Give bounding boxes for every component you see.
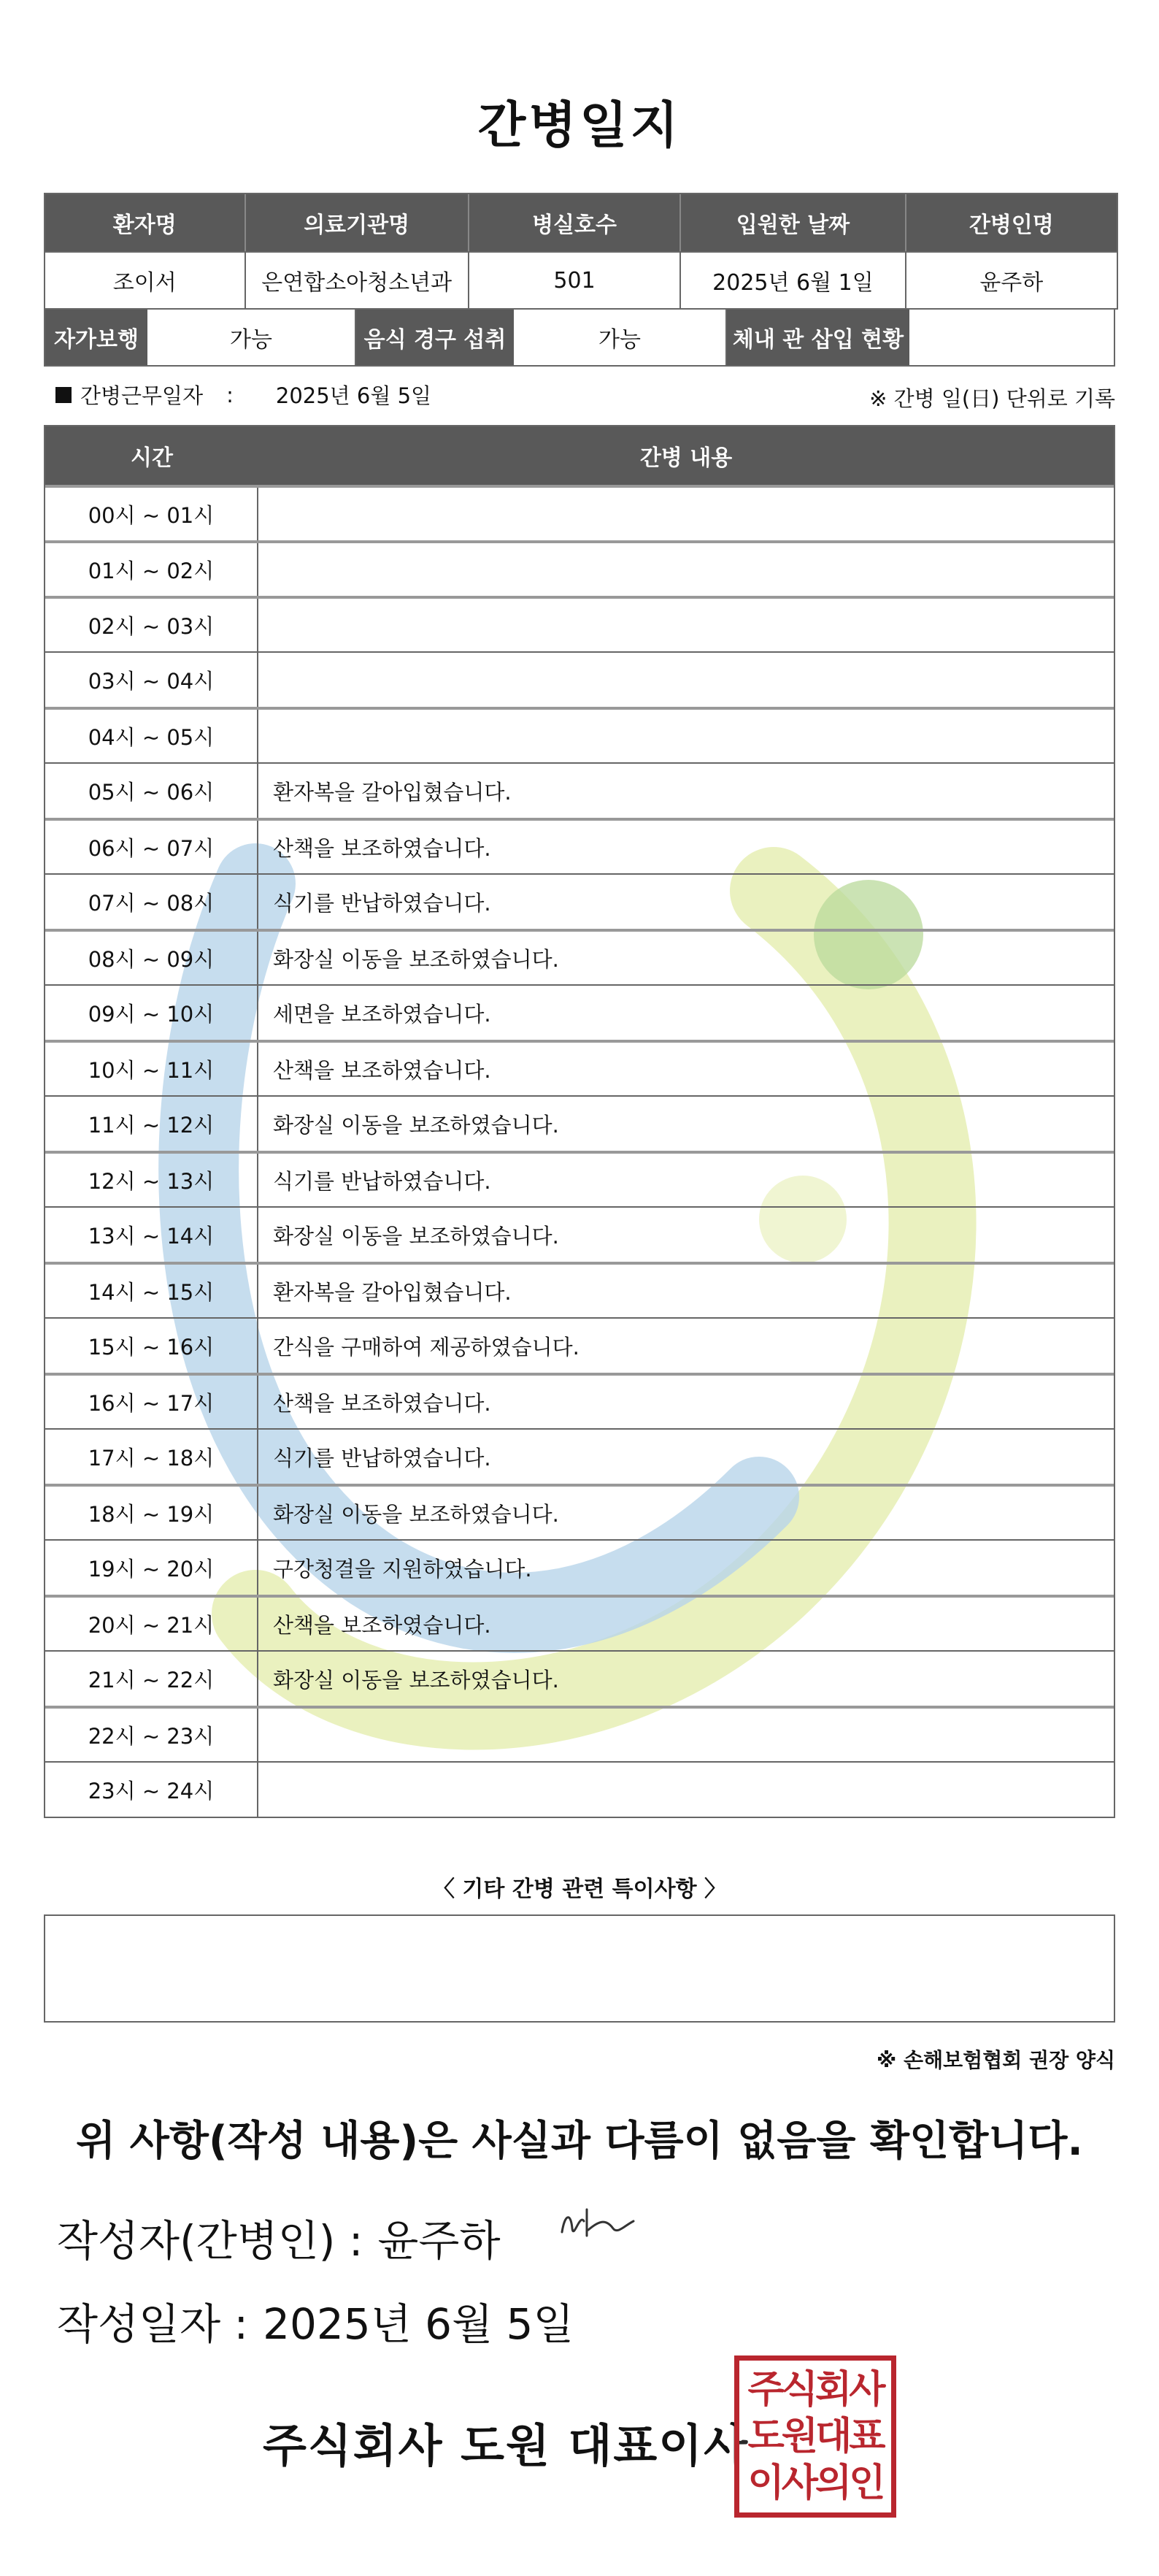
log-row-content <box>258 1763 1114 1817</box>
log-row <box>45 1095 1114 1151</box>
log-row-content <box>258 653 1114 707</box>
seal-line-3: 이사의인 <box>747 2461 883 2505</box>
log-row-time: 17시 ~ 18시 <box>45 1430 258 1484</box>
log-row <box>45 596 1114 651</box>
header-caregiver: 간병인명 <box>969 212 1054 238</box>
log-row-time: 05시 ~ 06시 <box>45 764 258 818</box>
log-row-time: 08시 ~ 09시 <box>45 932 258 984</box>
log-row-content: 화장실 이동을 보조하였습니다. <box>273 946 559 972</box>
log-row-content: 식기를 반납하였습니다. <box>273 890 491 916</box>
log-row-time: 21시 ~ 22시 <box>45 1652 258 1706</box>
patient-name-value: 조이서 <box>45 253 246 308</box>
log-row-time: 01시 ~ 02시 <box>45 543 258 596</box>
log-row <box>45 1262 1114 1317</box>
form-footnote: ※ 손해보험협회 권장 양식 <box>877 2048 1115 2072</box>
log-row-time: 04시 ~ 05시 <box>45 710 258 762</box>
tube-label: 체내 관 삽입 현황 <box>727 310 909 365</box>
writer-name: 윤주하 <box>377 2216 501 2266</box>
log-row-content: 환자복을 갈아입혔습니다. <box>273 779 512 805</box>
log-row-time: 09시 ~ 10시 <box>45 986 258 1040</box>
log-row-content: 식기를 반납하였습니다. <box>273 1445 491 1471</box>
log-row-time: 10시 ~ 11시 <box>45 1043 258 1095</box>
write-date-value: 2025년 6월 5일 <box>263 2299 574 2349</box>
log-row-content <box>258 488 1114 540</box>
log-row <box>45 1151 1114 1206</box>
etc-notes-box <box>44 1914 1115 2023</box>
header-patient-name: 환자명 <box>45 194 246 251</box>
log-row-time: 02시 ~ 03시 <box>45 599 258 651</box>
self-walk-label: 자가보행 <box>45 310 147 365</box>
header-admission-date: 입원한 날짜 <box>681 194 906 251</box>
log-rows <box>45 485 1114 1817</box>
log-row <box>45 1428 1114 1484</box>
log-row <box>45 1539 1114 1595</box>
log-row <box>45 873 1114 929</box>
signature-icon <box>555 2199 642 2250</box>
log-header-time: 시간 <box>131 445 173 471</box>
log-row-time: 07시 ~ 08시 <box>45 875 258 929</box>
etc-notes-title: 〈 기타 간병 관련 특이사항 〉 <box>432 1877 727 1902</box>
log-row <box>45 984 1114 1040</box>
hospital-value: 은연합소아청소년과 <box>246 253 469 308</box>
log-row-content: 산책을 보조하였습니다. <box>273 1057 491 1083</box>
confirmation-statement: 위 사항(작성 내용)은 사실과 다름이 없음을 확인합니다. <box>76 2117 1083 2165</box>
square-bullet-icon <box>55 387 72 403</box>
log-row-time: 20시 ~ 21시 <box>45 1598 258 1650</box>
oral-intake-value: 가능 <box>514 310 727 365</box>
log-row-content: 산책을 보조하였습니다. <box>273 835 491 861</box>
log-row-content: 화장실 이동을 보조하였습니다. <box>273 1112 559 1138</box>
log-row-time: 00시 ~ 01시 <box>45 488 258 540</box>
patient-info-value-row <box>45 251 1117 308</box>
work-date-value: 2025년 6월 5일 <box>275 383 432 408</box>
oral-intake-label: 음식 경구 섭취 <box>356 310 514 365</box>
log-row-time: 18시 ~ 19시 <box>45 1487 258 1539</box>
log-header-content: 간병 내용 <box>639 445 733 471</box>
log-row-time: 15시 ~ 16시 <box>45 1319 258 1373</box>
header-room: 병실호수 <box>469 194 681 251</box>
writer-line <box>57 2207 501 2268</box>
log-row-content: 식기를 반납하였습니다. <box>273 1168 491 1194</box>
log-row-content: 산책을 보조하였습니다. <box>273 1390 491 1416</box>
log-row-content: 환자복을 갈아입혔습니다. <box>273 1279 512 1305</box>
log-row-time: 19시 ~ 20시 <box>45 1541 258 1595</box>
log-row-content: 화장실 이동을 보조하였습니다. <box>273 1667 559 1693</box>
admission-date-value: 2025년 6월 1일 <box>681 253 906 308</box>
log-row-content <box>258 599 1114 651</box>
log-row <box>45 762 1114 818</box>
tube-value <box>909 310 1114 365</box>
log-row <box>45 1650 1114 1706</box>
write-date-line <box>57 2290 574 2351</box>
log-header-row <box>45 426 1114 485</box>
work-date-line <box>55 380 431 410</box>
log-row-time: 13시 ~ 14시 <box>45 1208 258 1262</box>
work-date-label: 간병근무일자 <box>80 383 204 408</box>
write-date-label: 작성일자 : <box>57 2299 249 2349</box>
patient-info-header-row <box>45 194 1117 251</box>
self-walk-value: 가능 <box>147 310 356 365</box>
log-row <box>45 1317 1114 1373</box>
caregiver-value: 윤주하 <box>979 270 1044 296</box>
patient-status-row <box>44 308 1115 367</box>
log-row <box>45 485 1114 540</box>
log-row <box>45 1206 1114 1262</box>
log-row-content <box>258 543 1114 596</box>
log-row-content: 구강청결을 지원하였습니다. <box>273 1556 532 1582</box>
room-value: 501 <box>469 253 681 308</box>
log-row-time: 22시 ~ 23시 <box>45 1709 258 1761</box>
log-row <box>45 1484 1114 1539</box>
log-row-content <box>258 1709 1114 1761</box>
log-row-time: 12시 ~ 13시 <box>45 1154 258 1206</box>
log-row-content: 화장실 이동을 보조하였습니다. <box>273 1501 559 1527</box>
log-row <box>45 1040 1114 1095</box>
log-row-time: 03시 ~ 04시 <box>45 653 258 707</box>
log-row <box>45 540 1114 596</box>
log-row-content <box>258 710 1114 762</box>
log-row-time: 16시 ~ 17시 <box>45 1376 258 1428</box>
log-row-time: 11시 ~ 12시 <box>45 1097 258 1151</box>
log-row-content: 화장실 이동을 보조하였습니다. <box>273 1223 559 1249</box>
seal-line-2: 도원대표 <box>747 2415 883 2458</box>
log-row <box>45 929 1114 984</box>
record-note: ※ 간병 일(日) 단위로 기록 <box>869 386 1115 411</box>
log-row-time: 14시 ~ 15시 <box>45 1265 258 1317</box>
log-row-time: 06시 ~ 07시 <box>45 821 258 873</box>
company-representative: 주식회사 도원 대표이사 <box>263 2419 750 2472</box>
log-row <box>45 1595 1114 1650</box>
log-row <box>45 1373 1114 1428</box>
company-seal-stamp <box>734 2355 896 2518</box>
log-row-content: 산책을 보조하였습니다. <box>273 1612 491 1638</box>
log-row <box>45 707 1114 762</box>
work-date-colon: : <box>226 382 234 407</box>
log-row <box>45 1761 1114 1817</box>
log-row <box>45 818 1114 873</box>
writer-label: 작성자(간병인) : <box>57 2216 363 2266</box>
page-title: 간병일지 <box>477 97 682 155</box>
log-row <box>45 1706 1114 1761</box>
log-row-content: 세면을 보조하였습니다. <box>273 1001 491 1027</box>
seal-line-1: 주식회사 <box>747 2368 883 2412</box>
header-hospital: 의료기관명 <box>246 194 469 251</box>
log-row <box>45 651 1114 707</box>
log-row-content: 간식을 구매하여 제공하였습니다. <box>273 1334 580 1360</box>
log-row-time: 23시 ~ 24시 <box>45 1763 258 1817</box>
hourly-log-table <box>44 425 1115 1818</box>
patient-info-table <box>44 193 1118 310</box>
